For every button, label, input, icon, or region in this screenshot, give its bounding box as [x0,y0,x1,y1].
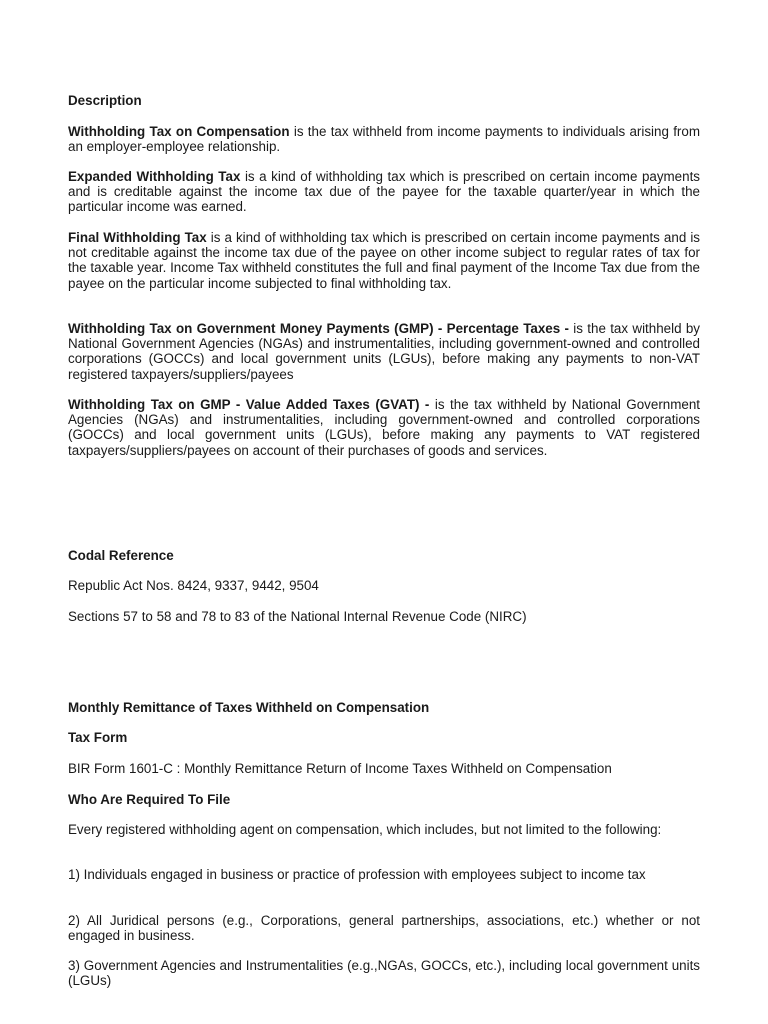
definition: is a kind of withholding tax which is prescribed on certain income payments and is creditable against the income tax due of the payee for the taxable quarter/year in which the particular income was earned. [68,169,700,215]
term: Withholding Tax on GMP - Value Added Taxes (GVAT) - [68,397,430,412]
who-heading: Who Are Required To File [68,792,231,807]
description-heading: Description [68,93,142,108]
list-item: 1) Individuals engaged in business or practice of profession with employees subject to income tax [68,867,646,882]
tax-form-heading: Tax Form [68,730,128,745]
codal-heading: Codal Reference [68,548,174,563]
paragraph-final-withholding [68,230,700,291]
definition: is a kind of withholding tax which is prescribed on certain income payments and is not creditable against the income tax due of the payee on other income subject to regular rates of tax for the taxable year. Income Tax withheld constitutes the full and final payment of the Income Tax due from the payee on the particular income subjected to final withholding tax. [68,230,700,291]
paragraph-expanded-withholding [68,169,700,215]
definition: is the tax withheld from income payments to individuals arising from an employer-employee relationship. [68,124,700,155]
definition: is the tax withheld by National Government Agencies (NGAs) and instrumentalities, including government-owned and controlled corporations (GOCCs) and local government units (LGUs), before making any payments to non-VAT registered taxpayers/suppliers/payees [68,321,700,382]
list-item: 2) All Juridical persons (e.g., Corporations, general partnerships, associations, etc.) whether or not engaged in business. [68,913,700,944]
term: Final Withholding Tax [68,230,207,245]
codal-line: Sections 57 to 58 and 78 to 83 of the National Internal Revenue Code (NIRC) [68,609,527,624]
remittance-heading: Monthly Remittance of Taxes Withheld on Compensation [68,700,430,715]
codal-line: Republic Act Nos. 8424, 9337, 9442, 9504 [68,578,319,593]
definition: is the tax withheld by National Government Agencies (NGAs) and instrumentalities, including government-owned and controlled corporations (GOCCs) and local government units (LGUs), before making any payments to VAT registered taxpayers/suppliers/payees on account of their purchases of goods and services. [68,397,700,458]
paragraph-gmp-percentage [68,321,700,382]
who-intro: Every registered withholding agent on compensation, which includes, but not limited to the following: [68,822,662,837]
term: Withholding Tax on Compensation [68,124,290,139]
tax-form-text: BIR Form 1601-C : Monthly Remittance Return of Income Taxes Withheld on Compensation [68,761,612,776]
term: Expanded Withholding Tax [68,169,241,184]
list-item: 3) Government Agencies and Instrumentalities (e.g.,NGAs, GOCCs, etc.), including local government units (LGUs) [68,958,700,989]
term: Withholding Tax on Government Money Payments (GMP) - Percentage Taxes - [68,321,569,336]
paragraph-withholding-compensation [68,124,700,154]
paragraph-gmp-vat [68,397,700,458]
